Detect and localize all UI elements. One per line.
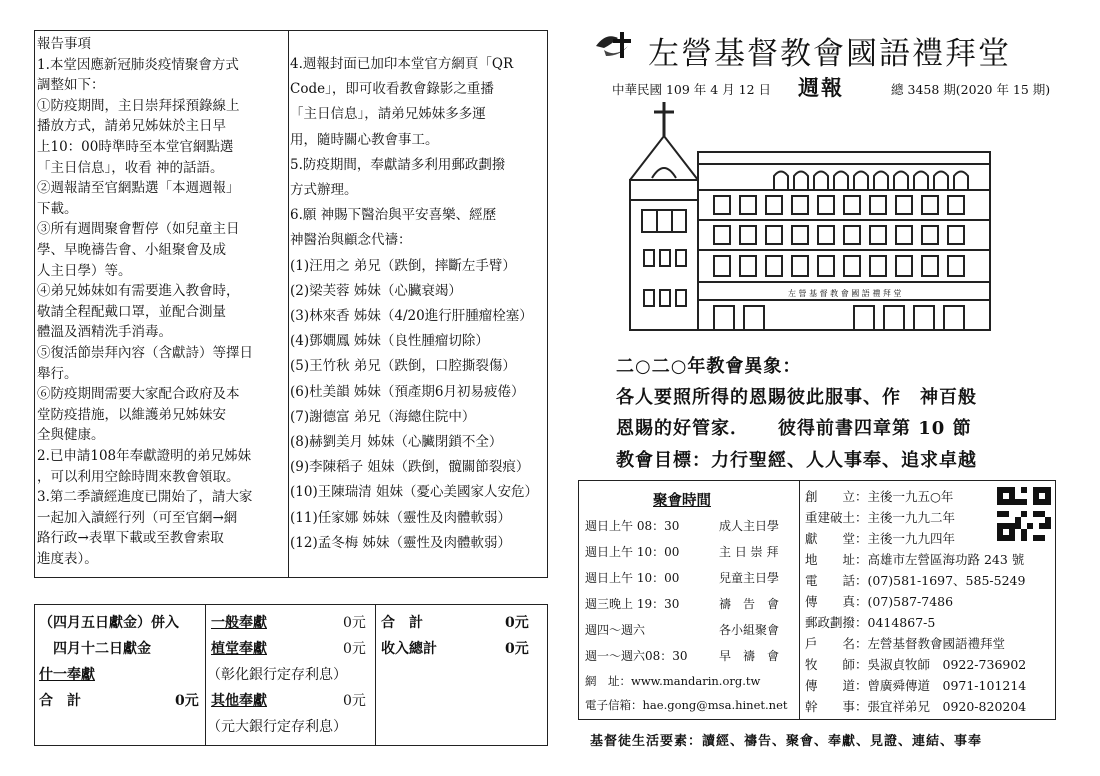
prayer-request: (1)汪用之 弟兄（跌倒，摔斷左手臂） xyxy=(290,257,516,274)
announcement-line: Code」，即可收看教會錄影之重播 xyxy=(290,81,494,98)
announcement-line: 上10：00時準時至本堂官網點選 xyxy=(37,139,234,155)
bank-interest-note: （彰化銀行定存利息） xyxy=(207,667,347,683)
announcement-line: 舉行。 xyxy=(37,365,78,382)
announcement-line: ，可以利用空餘時間來教會領取。 xyxy=(37,468,240,485)
church-website: 網 址：www.mandarin.org.tw xyxy=(585,674,761,688)
prayer-request: (4)鄧嫺鳳 姊妹（良性腫瘤切除） xyxy=(290,333,489,350)
prayer-request: (3)林來香 姊妹（4/20進行肝腫瘤栓塞） xyxy=(290,308,533,324)
meeting-name: 各小組聚會 xyxy=(719,623,780,637)
income-total-amount: 0元 xyxy=(505,641,529,657)
announcements-box xyxy=(34,30,548,578)
qr-code-icon[interactable] xyxy=(997,487,1051,541)
meeting-time: 週日上午 10：00 xyxy=(585,571,680,585)
announcement-line: 「主日信息」，收看 神的話語。 xyxy=(37,159,224,176)
announcements-col-2 xyxy=(288,31,547,577)
meeting-name: 兒童主日學 xyxy=(719,571,780,585)
bulletin-date: 中華民國 109 年 4 月 12 日 xyxy=(612,82,772,97)
announcement-line: ④弟兄姊妹如有需要進入教會時， xyxy=(37,283,240,300)
church-title: 左營基督教會國語禮拜堂 xyxy=(648,36,1011,72)
announcement-line: 調整如下： xyxy=(37,77,105,94)
announcement-line: ②週報請至官網點選「本週週報」 xyxy=(37,180,240,197)
info-line: 牧 師：吳淑貞牧師 0922-736902 xyxy=(805,657,1027,672)
announcement-line: 一起加入讀經行列（可至官網→網 xyxy=(37,509,238,526)
announcement-line: 3.第二季讀經進度已開始了，請大家 xyxy=(37,489,253,506)
prayer-request: (5)王竹秋 弟兄（跌倒，口腔撕裂傷） xyxy=(290,358,516,375)
offering-divider xyxy=(205,605,206,745)
announcement-line: 體溫及酒精洗手消毒。 xyxy=(37,324,172,341)
meeting-name: 主 日 崇 拜 xyxy=(719,545,779,559)
announcement-line: ⑥防疫期間需要大家配合政府及本 xyxy=(37,386,240,403)
announcement-line: 全與健康。 xyxy=(37,427,105,444)
church-info-box xyxy=(578,480,1056,720)
announcement-line: 堂防疫措施，以維護弟兄姊妹安 xyxy=(37,406,226,423)
subtotal-amount: 0元 xyxy=(505,615,529,631)
subtotal-label: 合 計 xyxy=(381,615,423,631)
info-line: 幹 事：張宜祥弟兄 0920-820204 xyxy=(805,699,1027,714)
info-line: 傳 真：(07)587-7486 xyxy=(805,594,954,609)
church-plant-offering-label: 植堂奉獻 xyxy=(211,641,267,657)
meeting-name: 成人主日學 xyxy=(719,519,780,533)
announcement-line: 4.週報封面已加印本堂官方網頁「QR xyxy=(290,56,514,72)
bulletin-label: 週報 xyxy=(798,75,844,100)
prayer-request: (12)孟冬梅 姊妹（靈性及肉體軟弱） xyxy=(290,534,512,551)
announcement-line: 播放方式，請弟兄姊妹於主日早 xyxy=(37,118,226,135)
meeting-time: 週三晚上 19：30 xyxy=(585,597,680,611)
announcement-line: 6.願 神賜下醫治與平安喜樂、經歷 xyxy=(290,207,497,224)
info-line: 傳 道：曾廣舜傳道 0971-101214 xyxy=(805,678,1027,693)
general-offering-label: 一般奉獻 xyxy=(211,615,267,631)
prayer-request: (10)王陳瑞清 姐妹（憂心美國家人安危） xyxy=(290,484,539,501)
info-line: 戶 名：左營基督教會國語禮拜堂 xyxy=(805,636,1006,651)
church-building-illustration xyxy=(624,100,1004,340)
vision-text: 各人要照所得的恩賜彼此服事、作 神百般 xyxy=(616,387,977,408)
announcement-line: 2.已申請108年奉獻證明的弟兄姊妹 xyxy=(37,448,252,464)
church-plant-offering-amount: 0元 xyxy=(343,641,366,657)
meeting-name: 早 禱 會 xyxy=(719,649,780,663)
church-logo-icon xyxy=(594,28,644,62)
general-offering-amount: 0元 xyxy=(343,615,366,631)
church-email: 電子信箱：hae.gong@msa.hinet.net xyxy=(585,698,788,712)
vision-text: 恩賜的好管家． 彼得前書四章第 10 節 xyxy=(616,418,972,439)
meeting-time: 週四～週六 xyxy=(585,623,646,637)
prayer-request: (8)赫劉美月 姊妹（心臟閉鎖不全） xyxy=(290,434,503,450)
prayer-request: (11)任家娜 姊妹（靈性及肉體軟弱） xyxy=(290,509,512,526)
announcement-line: 敬請全程配戴口罩，並配合測量 xyxy=(37,303,226,320)
meeting-time: 週一～週六08：30 xyxy=(585,649,688,663)
prayer-request: (7)謝德富 弟兄（海總住院中） xyxy=(290,408,476,425)
announcement-line: ①防疫期間，主日崇拜採預錄線上 xyxy=(37,97,240,114)
meeting-times-heading: 聚會時間 xyxy=(653,492,711,509)
income-total-label: 收入總計 xyxy=(381,641,437,657)
prayer-request: (9)李陳稻子 姐妹（跌倒，髖關節裂痕） xyxy=(290,459,530,476)
vision-heading: 二○二○年教會異象： xyxy=(616,356,802,377)
offering-total-label: 合 計 xyxy=(39,693,81,709)
prayer-request: (2)梁芙蓉 姊妹（心臟衰竭） xyxy=(290,282,462,299)
building-sign: 左 營 基 督 教 會 國 語 禮 拜 堂 xyxy=(788,289,902,298)
info-line: 創 立：主後一九五○年 xyxy=(805,489,954,504)
christian-life-essentials: 基督徒生活要素：讀經、禱告、聚會、奉獻、見證、連結、事奉 xyxy=(590,734,983,749)
announcement-line: 人主日學）等。 xyxy=(37,262,132,279)
announcements-col-1 xyxy=(35,31,289,577)
info-line: 重建破土：主後一九九二年 xyxy=(805,510,956,525)
church-goal: 教會目標：力行聖經、人人事奉、追求卓越 xyxy=(616,450,977,471)
prayer-request: (6)杜美韻 姊妹（預產期6月初易疲倦） xyxy=(290,383,525,400)
announcement-line: 路行政→表單下載或至教會索取 xyxy=(37,530,224,547)
announcement-line: 報告事項 xyxy=(37,36,91,52)
announcement-line: 5.防疫期間，奉獻請多利用郵政劃撥 xyxy=(290,156,506,173)
tithe-label: 什一奉獻 xyxy=(39,667,95,683)
other-offering-label: 其他奉獻 xyxy=(211,693,267,709)
announcement-line: 用，隨時關心教會事工。 xyxy=(290,131,439,148)
meeting-name: 禱 告 會 xyxy=(719,597,780,611)
announcement-line: 學、早晚禱告會、小組聚會及成 xyxy=(37,242,226,258)
announcement-line: 「主日信息」，請弟兄姊妹多多運 xyxy=(290,106,486,123)
offering-divider xyxy=(375,605,376,745)
offering-merge-note: （四月五日獻金）併入 xyxy=(39,615,179,631)
announcement-line: 方式辦理。 xyxy=(290,182,358,198)
announcement-line: ③所有週間聚會暫停（如兒童主日 xyxy=(37,221,240,238)
offering-merge-note: 四月十二日獻金 xyxy=(39,641,151,657)
info-line: 獻 堂：主後一九九四年 xyxy=(805,531,956,546)
announcement-line: 1.本堂因應新冠肺炎疫情聚會方式 xyxy=(37,56,239,73)
meeting-time: 週日上午 08：30 xyxy=(585,519,680,533)
announcement-line: 下載。 xyxy=(37,200,78,217)
bulletin-issue: 總 3458 期(2020 年 15 期) xyxy=(891,82,1051,97)
announcement-line: ⑤復活節崇拜內容（含獻詩）等擇日 xyxy=(37,345,253,361)
announcement-line: 進度表）。 xyxy=(37,551,98,567)
announcement-line: 神醫治與顧念代禱： xyxy=(290,232,412,249)
info-line: 郵政劃撥：0414867-5 xyxy=(805,615,936,630)
offering-box xyxy=(34,604,548,746)
info-line: 電 話：(07)581-1697、585-5249 xyxy=(805,573,1026,588)
offering-total-amount: 0元 xyxy=(175,693,199,709)
meeting-time: 週日上午 10：00 xyxy=(585,545,680,559)
other-offering-amount: 0元 xyxy=(343,693,366,709)
bank-interest-note: （元大銀行定存利息） xyxy=(207,719,347,735)
info-line: 地 址：高雄市左營區海功路 243 號 xyxy=(805,552,1025,567)
